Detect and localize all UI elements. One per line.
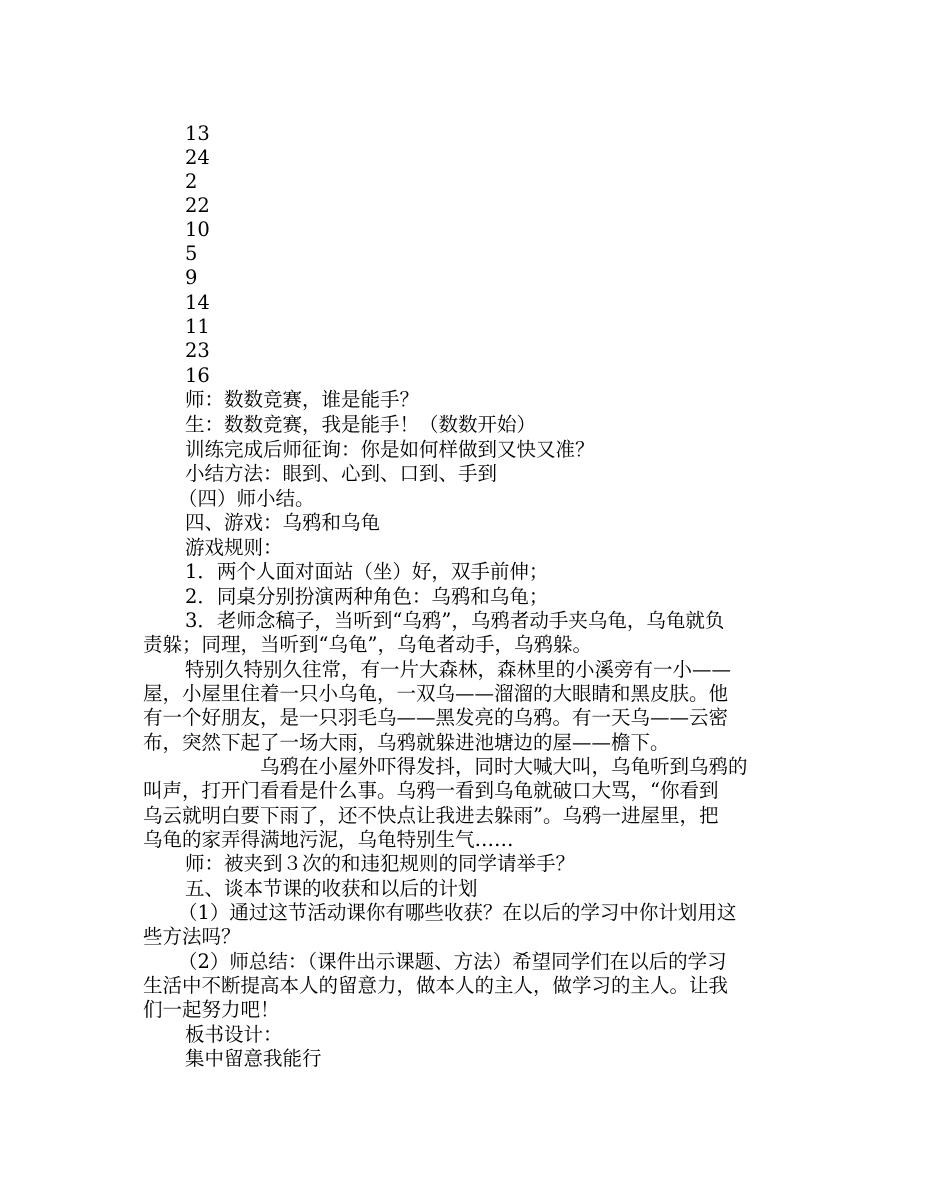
section-heading: 五、谈本节课的收获和以后的计划: [185, 877, 478, 900]
rule-item: 2．同桌分别扮演两种角色：乌鸦和乌龟；: [185, 585, 549, 608]
story-paragraph: 特别久特别久往常，有一片大森林，森林里的小溪旁有一小——: [185, 658, 732, 681]
rule-item-continued: 责躲；同理，当听到“乌龟”，乌龟者动手，乌鸦躲。: [143, 633, 592, 656]
summary-item-continued: 们一起努力吧！: [143, 998, 280, 1021]
section-heading: 四、游戏：乌鸦和乌龟: [185, 511, 381, 534]
number-item: 16: [185, 364, 210, 387]
story-paragraph: 有一个好朋友，是一只羽毛乌——黑发亮的乌鸦。有一天乌——云密: [143, 706, 729, 729]
number-item: 2: [185, 170, 198, 193]
teacher-question: 师：被夹到３次的和违犯规则的同学请举手？: [185, 852, 576, 875]
number-item: 14: [185, 291, 210, 314]
number-item: 5: [185, 242, 198, 265]
rules-heading: 游戏规则：: [185, 536, 283, 559]
story-paragraph: 乌龟的家弄得满地污泥，乌龟特别生气……: [143, 828, 514, 851]
number-item: 24: [185, 146, 210, 169]
story-paragraph: 屋，小屋里住着一只小乌龟，一双乌——溜溜的大眼睛和黑皮肤。他: [143, 682, 729, 705]
number-item: 23: [185, 339, 210, 362]
story-paragraph: 乌云就明白要下雨了，还不快点让我进去躲雨”。乌鸦一进屋里，把: [143, 804, 719, 827]
teacher-inquiry: 训练完成后师征询：你是如何样做到又快又准？: [185, 438, 595, 461]
method-summary: 小结方法：眼到、心到、口到、手到: [185, 462, 498, 485]
reflection-item: （1）通过这节活动课你有哪些收获？在以后的学习中你计划用这: [178, 901, 737, 924]
teacher-question: 师：数数竞赛，谁是能手？: [185, 388, 420, 411]
summary-item: （2）师总结：（课件出示课题、方法）希望同学们在以后的学习: [178, 950, 727, 973]
student-answer: 生：数数竞赛，我是能手！（数数开始）: [185, 413, 537, 436]
board-design-text: 集中留意我能行: [185, 1047, 322, 1070]
number-item: 9: [185, 266, 198, 289]
number-item: 13: [185, 122, 210, 145]
story-paragraph: 乌鸦在小屋外吓得发抖，同时大喊大叫，乌龟听到乌鸦的: [260, 755, 748, 778]
section-heading: （四）师小结。: [178, 487, 315, 510]
number-item: 11: [185, 315, 210, 338]
reflection-item-continued: 些方法吗？: [143, 925, 241, 948]
number-item: 22: [185, 194, 210, 217]
summary-item-continued: 生活中不断提高本人的留意力，做本人的主人，做学习的主人。让我: [143, 974, 729, 997]
rule-item: 3．老师念稿子，当听到“乌鸦”，乌鸦者动手夹乌龟，乌龟就负: [185, 609, 725, 632]
story-paragraph: 布，突然下起了一场大雨，乌鸦就躲进池塘边的屋——檐下。: [143, 731, 670, 754]
number-item: 10: [185, 218, 210, 241]
rule-item: 1．两个人面对面站（坐）好，双手前伸；: [185, 560, 549, 583]
story-paragraph: 叫声，打开门看看是什么事。乌鸦一看到乌龟就破口大骂，“你看到: [143, 779, 719, 802]
board-design-heading: 板书设计：: [185, 1023, 283, 1046]
